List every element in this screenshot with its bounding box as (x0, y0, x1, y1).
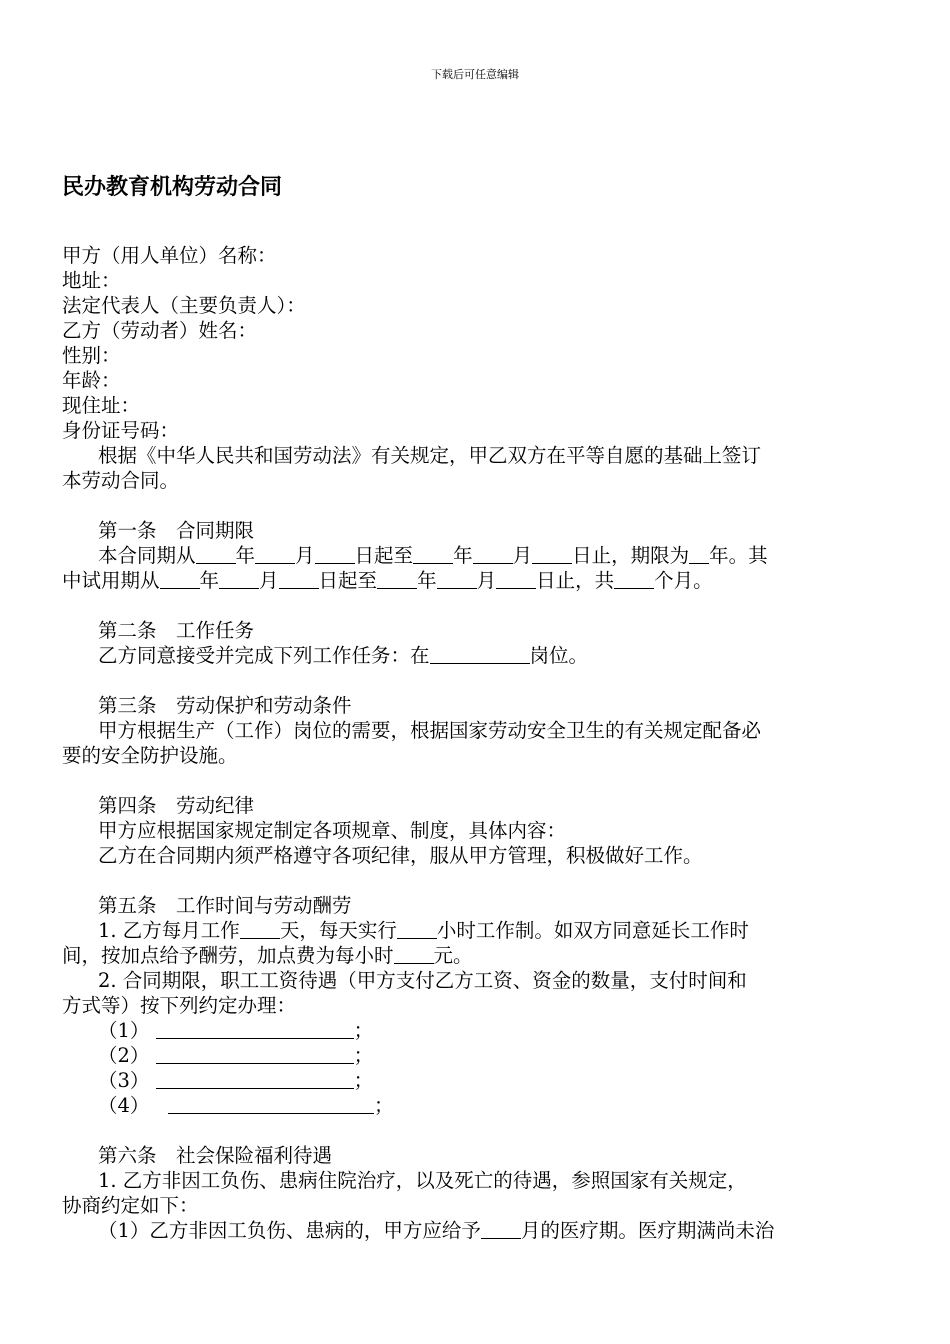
blank-field (315, 543, 355, 564)
blank-field (430, 643, 530, 664)
article1-line-1: 本合同期从 年 月 日起至 年 月 日止，期限为 年。其 (98, 544, 768, 567)
legal-rep-line: 法定代表人（主要负责人）： (62, 294, 306, 317)
article3-heading: 第三条 劳动保护和劳动条件 (98, 694, 352, 717)
blank-field (156, 1068, 354, 1089)
blank-field (413, 543, 453, 564)
party-b-name-line: 乙方（劳动者）姓名： (62, 319, 258, 342)
intro-line-1: 根据《中华人民共和国劳动法》有关规定，甲乙双方在平等自愿的基础上签订 (98, 444, 762, 467)
blank-field (240, 918, 280, 939)
article6-p1-line-2: 协商约定如下： (62, 1194, 199, 1217)
article3-line-2: 要的安全防护设施。 (62, 744, 238, 767)
blank-field (156, 1043, 354, 1064)
blank-field (473, 543, 513, 564)
blank-field (377, 568, 417, 589)
blank-field (279, 568, 319, 589)
article5-p1-line-2: 间，按加点给予酬劳，加点费为每小时 元。 (62, 944, 473, 967)
blank-field (255, 543, 295, 564)
article3-line-1: 甲方根据生产（工作）岗位的需要，根据国家劳动安全卫生的有关规定配备必 (98, 719, 762, 742)
article1-heading: 第一条 合同期限 (98, 519, 255, 542)
salary-item-2: （2） ； (98, 1044, 374, 1067)
party-a-name-line: 甲方（用人单位）名称： (62, 244, 277, 267)
article6-heading: 第六条 社会保险福利待遇 (98, 1144, 333, 1167)
blank-field (156, 1018, 354, 1039)
salary-item-3: （3） ； (98, 1069, 374, 1092)
article5-heading: 第五条 工作时间与劳动酬劳 (98, 894, 352, 917)
blank-field (160, 568, 200, 589)
blank-field (532, 543, 572, 564)
id-number-line: 身份证号码： (62, 419, 180, 442)
document-title: 民办教育机构劳动合同 (62, 175, 283, 200)
blank-field (481, 1218, 521, 1239)
blank-field (219, 568, 259, 589)
salary-item-1: （1） ； (98, 1019, 374, 1042)
article6-p1-line-1: 1. 乙方非因工负伤、患病住院治疗，以及死亡的待遇，参照国家有关规定， (98, 1169, 747, 1192)
article2-heading: 第二条 工作任务 (98, 619, 255, 642)
address-line: 地址： (62, 269, 121, 292)
blank-field (196, 543, 236, 564)
article4-line-2: 乙方在合同期内须严格遵守各项纪律，服从甲方管理，积极做好工作。 (98, 844, 703, 867)
intro-line-2: 本劳动合同。 (62, 469, 180, 492)
blank-field (614, 568, 654, 589)
gender-line: 性别： (62, 344, 121, 367)
blank-field (437, 568, 477, 589)
blank-field (689, 543, 709, 564)
article1-line-2: 中试用期从 年 月 日起至 年 月 日止，共 个月。 (62, 569, 713, 592)
article5-p2-line-1: 2. 合同期限，职工工资待遇（甲方支付乙方工资、资金的数量，支付时间和 (98, 969, 747, 992)
blank-field (168, 1093, 374, 1114)
article2-line: 乙方同意接受并完成下列工作任务：在 岗位。 (98, 644, 589, 667)
blank-field (394, 943, 434, 964)
residence-line: 现住址： (62, 394, 141, 417)
article4-line-1: 甲方应根据国家规定制定各项规章、制度，具体内容： (98, 819, 567, 842)
article6-p2-line-1: （1）乙方非因工负伤、患病的，甲方应给予 月的医疗期。医疗期满尚未治 (98, 1219, 775, 1242)
article5-p1-line-1: 1. 乙方每月工作 天，每天实行 小时工作制。如双方同意延长工作时 (98, 919, 749, 942)
blank-field (496, 568, 536, 589)
contract-body (62, 243, 862, 1243)
article4-heading: 第四条 劳动纪律 (98, 794, 255, 817)
salary-item-4: （4） ； (98, 1094, 394, 1117)
article5-p2-line-2: 方式等）按下列约定办理： (62, 994, 297, 1017)
page-header: 下载后可任意编辑 (431, 68, 519, 81)
age-line: 年龄： (62, 369, 121, 392)
blank-field (397, 918, 437, 939)
